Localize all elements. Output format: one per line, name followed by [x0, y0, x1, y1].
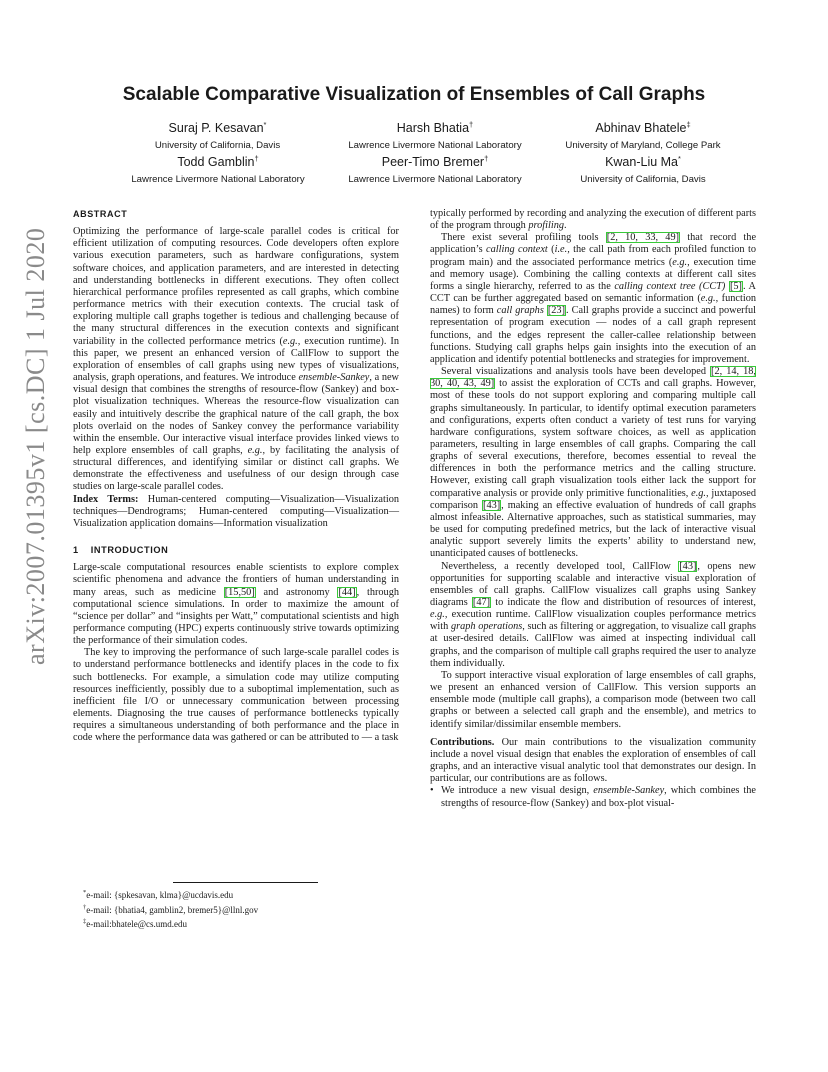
author-1	[130, 120, 305, 153]
author-name: Suraj P. Kesavan	[168, 121, 264, 135]
abstract-text: Optimizing the performance of large-scale parallel codes is critical for efficient utilization of computing resources. Code developers often explore various execution parameters, such as hardware configurations, system software choices, and application parameters, and are interested in detecting and understanding bottlenecks in different executions. They often collect hierarchical performance profiles represented as call graphs, which combine performance metrics with their execution contexts. The crucial task of exploring multiple call graphs together is tedious and challenging because of the many structural differences in the execution contexts and significant variability in the collected performance metrics (e.g., execution runtime). In this paper, we present an enhanced version of CallFlow to support the exploration of ensembles of call graphs using new types of visualizations, analysis, graph operations, and features. We introduce ensemble-Sankey, a new visual design that combines the strengths of resource-flow (Sankey) and box-plot visualization techniques. Whereas the resource-flow visualization can easily and intuitively describe the graphical nature of the call graph, the box plots overlaid on the nodes of Sankey convey the performance variability within the ensemble. Our interactive visual interface provides linked views to help explore ensembles of call graphs, e.g., by facilitating the analysis of structural differences, and identifying similar or distinct call graphs. We demonstrate the effectiveness and usefulness of our design through case studies on large-scale parallel codes.	[73, 226, 400, 493]
contribution-bullet: • We introduce a new visual design, ensemble-Sankey, which combines the strengths of resource-flow (Sankey) and box-plot visual-	[430, 785, 756, 809]
footnote-rule	[173, 882, 318, 883]
author-name: Harsh Bhatia	[396, 121, 470, 135]
author-mark: ‡	[686, 119, 691, 129]
body-paragraph: Several visualizations and analysis tools have been developed [2, 14, 18, 30, 40, 43, 49] to assist the exploration of CCTs and call graphs. However, most of these tools do not support exploring and comparing multiple call graphs simultaneously. In particular, to identify optimal execution parameters and configurations, experts often conduct a variety of test runs for varying hardware configurations, system software choices, as well as application parameters, resulting in large ensembles of call graphs. Comparing the call graphs of several executions, therefore, becomes essential to reveal the differences in both the performance metrics and the calling structure. However, existing call graph visualization tools either lack the support for comparative analysis or provide only primitive functionalities, e.g., juxtaposed comparison [43], making an effective evaluation of hundreds of call graphs almost infeasible. Alternative approaches, such as statistical summaries, may be used for computing predefined metrics, but the lack of interactive visual analytic support severely limits the experts’ ability to understand new, unanticipated causes of bottlenecks.	[430, 366, 756, 560]
author-name: Kwan-Liu Ma	[605, 155, 679, 169]
arxiv-identifier: arXiv:2007.01395v1 [cs.DC] 1 Jul 2020	[21, 227, 50, 665]
footnote: *e-mail: {spkesavan, klma}@ucdavis.edu	[83, 889, 234, 900]
left-column	[73, 208, 399, 745]
citation-link[interactable]: [5]	[729, 280, 742, 292]
author-name: Abhinav Bhatele	[595, 121, 687, 135]
body-paragraph: typically performed by recording and analyzing the execution of different parts of the program through profiling.	[430, 208, 756, 232]
author-affiliation: University of California, Davis	[154, 140, 281, 151]
author-affiliation: Lawrence Livermore National Laboratory	[348, 140, 522, 151]
author-mark: †	[469, 119, 474, 129]
author-mark: *	[678, 153, 681, 163]
author-affiliation: Lawrence Livermore National Laboratory	[348, 174, 522, 185]
citation-link[interactable]: [15,50]	[224, 586, 255, 598]
author-2	[335, 120, 535, 153]
author-affiliation: University of California, Davis	[580, 174, 706, 185]
index-terms-label: Index Terms:	[73, 493, 139, 505]
intro-paragraph-1: Large-scale computational resources enable scientists to explore complex scientific phenomena and advance the frontiers of human understanding in many areas, such as medicine [15,50] and astronomy [44], through computational science simulations. In order to maximize the amount of “science per dollar” and “insights per Watt,” computational scientists and high performance computing (HPC) experts continuously strive towards optimizing the performance of their simulation codes.	[73, 562, 399, 647]
paper-title: Scalable Comparative Visualization of Ensembles of Call Graphs	[122, 84, 706, 105]
citation-link[interactable]: [2, 14, 18, 30, 40, 43, 49]	[430, 366, 756, 390]
footnotes	[73, 880, 399, 931]
author-mark: *	[263, 119, 267, 129]
author-6	[548, 154, 738, 187]
author-name: Peer-Timo Bremer	[381, 155, 485, 169]
right-column	[430, 208, 756, 810]
bullet-glyph: •	[430, 785, 434, 797]
author-5	[335, 154, 535, 187]
author-mark: †	[254, 153, 259, 163]
intro-paragraph-2: The key to improving the performance of such large-scale parallel codes is to understand performance bottlenecks and identify places in the code to fix such bottlenecks. For example, a simulation code may utilize computing resources inefficiently, possibly due to a suboptimal implementation, such as inefficient file I/O or unnecessary communication between processing elements. Diagnosing the true causes of performance bottlenecks typically requires a simultaneous understanding of both performance and the place in code where the performance data was gathered or can be attributed to — a task	[73, 647, 399, 744]
author-mark: †	[484, 153, 489, 163]
section-heading-introduction: 1 INTRODUCTION	[73, 545, 169, 556]
footnote: †e-mail: {bhatia4, gamblin2, bremer5}@llnl.gov	[83, 903, 259, 915]
author-3	[538, 120, 748, 153]
footnote: ‡e-mail:bhatele@cs.umd.edu	[83, 918, 188, 930]
citation-link[interactable]: [44]	[338, 586, 356, 598]
contributions-label: Contributions.	[430, 736, 495, 748]
citation-link[interactable]: [43]	[679, 560, 697, 572]
citation-link[interactable]: [23]	[547, 305, 566, 317]
body-paragraph: Nevertheless, a recently developed tool, CallFlow [43], opens new opportunities for supporting scalable and interactive visual exploration of ensembles of call graphs. CallFlow visualizes call graphs using Sankey diagrams [47] to indicate the flow and distribution of resources of interest, e.g., execution runtime. CallFlow visualization couples performance metrics with graph operations, such as filtering or aggregation, to visualize call graphs at user-desired details. CallFlow was aimed at inspecting individual call graphs, and the comparison of multiple call graphs required the user to analyze them individually.	[430, 560, 756, 669]
citation-link[interactable]: [47]	[472, 597, 491, 608]
author-affiliation: Lawrence Livermore National Laboratory	[131, 174, 305, 185]
citation-link[interactable]: [2, 10, 33, 49]	[606, 232, 680, 244]
body-paragraph: There exist several profiling tools [2, 10, 33, 49] that record the application’s calling context (i.e., the call path from each profiled function to program main) and the associated performance metrics (e.g., execution time and memory usage). Combining the calling contexts at different call sites forms a single hierarchy, referred to as the calling context tree (CCT) [5]. A CCT can be further aggregated based on semantic information (e.g., function names) to form call graphs [23]. Call graphs provide a succinct and powerful representation of program execution — nodes of a call graph represent functions, and the edges represent the caller-callee relationship between functions. Studying call graphs helps gain insights into the execution of an application and identify potential bottlenecks and strategies for improvement.	[430, 232, 757, 365]
contributions-paragraph: Contributions. Our main contributions to the visualization community include a novel visual design that enables the exploration of ensembles of call graphs, and an interactive visual analytic tool that demonstrates our design. In particular, our contributions are as follows.	[430, 736, 756, 785]
author-affiliation: University of Maryland, College Park	[565, 140, 721, 151]
author-4	[112, 154, 324, 187]
index-terms: Index Terms: Human-centered computing—Visualization—Visualization techniques—Dendrograms; Human-centered computing—Visualization—Visualization application domains—Information visualization	[73, 493, 399, 529]
abstract-heading: ABSTRACT	[73, 209, 128, 219]
author-name: Todd Gamblin	[177, 155, 255, 169]
citation-link[interactable]: [43]	[483, 499, 501, 511]
body-paragraph: To support interactive visual exploration of large ensembles of call graphs, we present an enhanced version of CallFlow. This version supports an ensemble mode (multiple call graphs), a comparison mode (between two call graphs or between a selected call graph and the ensemble), and metrics to identify similar/dissimilar ensemble members.	[430, 669, 756, 730]
